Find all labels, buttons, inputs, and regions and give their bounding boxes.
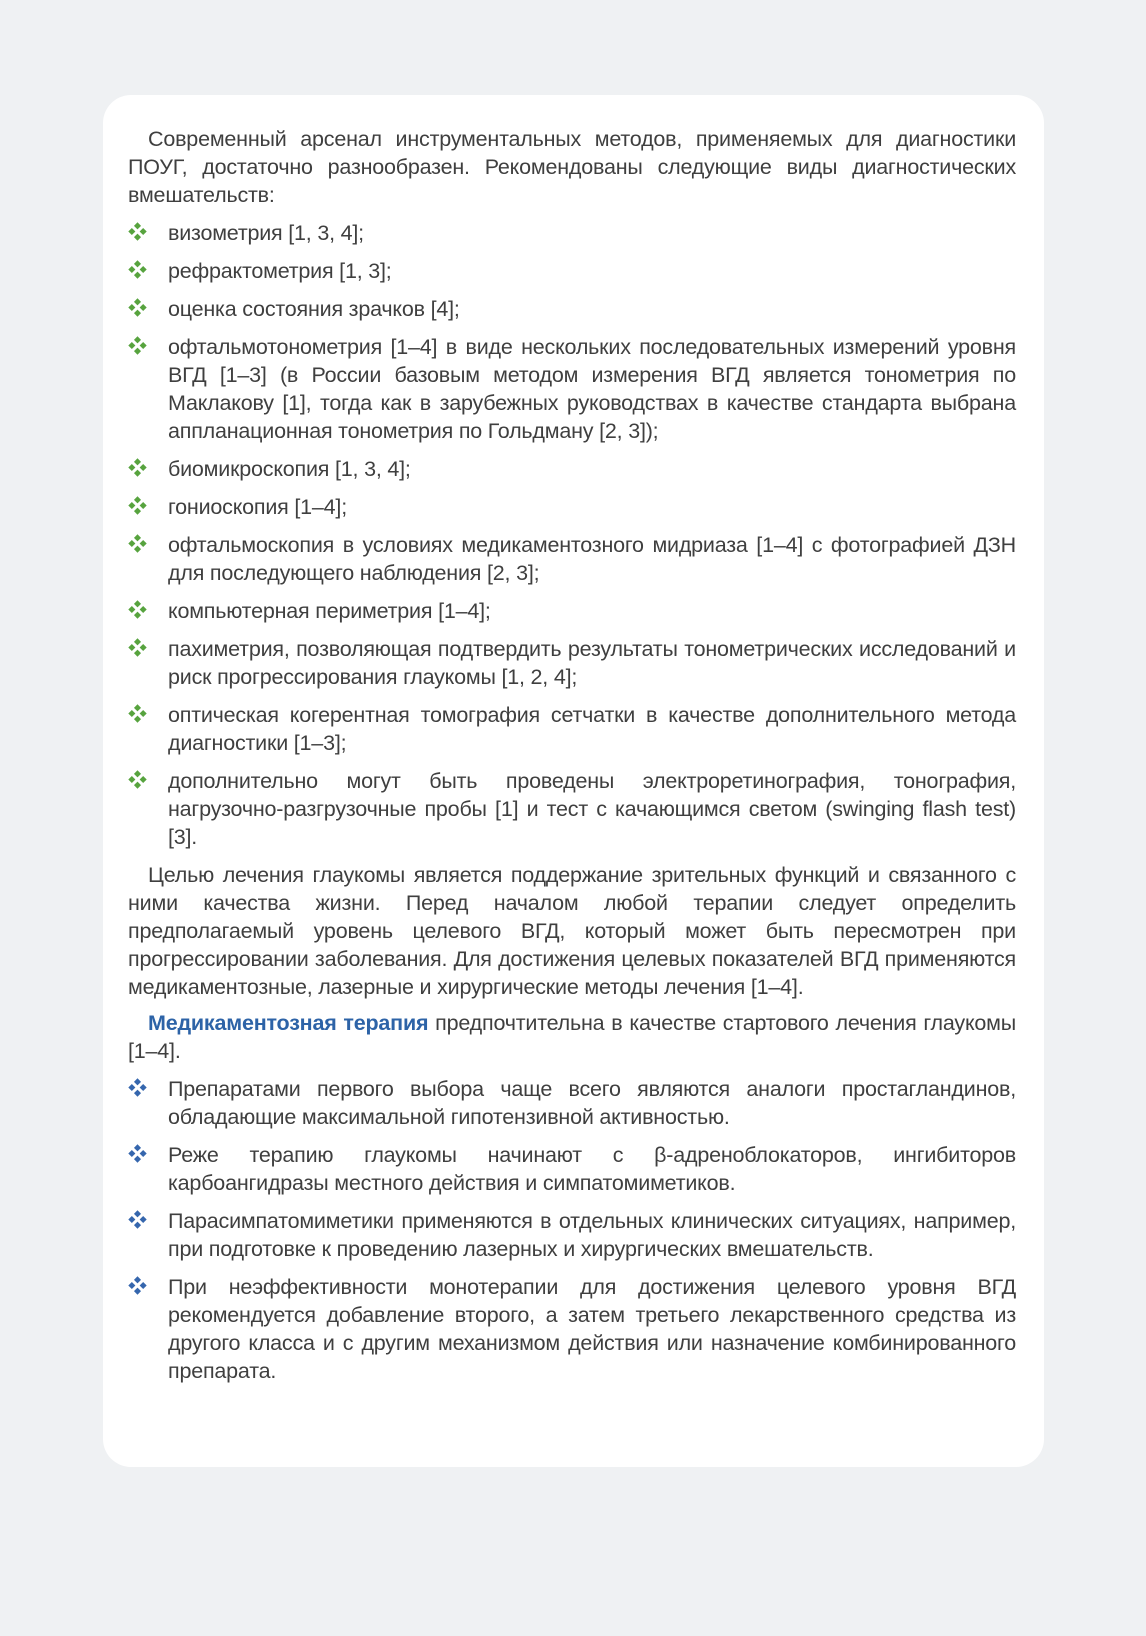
medication-paragraph-rest: предпочтительна в качестве стартового лечения глаукомы [1–4]. (128, 1011, 1016, 1063)
list-item (128, 767, 1016, 851)
document-card (103, 95, 1044, 1467)
list-item-text: офтальмоскопия в условиях медикаментозного мидриаза [1–4] с фотографией ДЗН для последующего наблюдения [2, 3]; (168, 533, 1016, 585)
diamond-bullet-icon (128, 701, 168, 720)
diamond-bullet-icon (128, 295, 168, 314)
list-item-text: рефрактометрия [1, 3]; (168, 259, 392, 283)
diamond-bullet-icon (128, 767, 168, 786)
list-item-text: офтальмотонометрия [1–4] в виде нескольких последовательных измерений уровня ВГД [1–3] (в России базовым методом измерения ВГД является тонометрия по Маклакову [1], тогда как в зарубежных руководствах в качестве стандарта выбрана аппланационная тонометрия по Гольдману [2, 3]); (168, 335, 1016, 443)
diamond-bullet-icon (128, 1273, 168, 1292)
diamond-bullet-icon (128, 493, 168, 512)
list-item (128, 333, 1016, 445)
list-item (128, 1075, 1016, 1131)
diamond-bullet-icon (128, 219, 168, 238)
list-item-text: визометрия [1, 3, 4]; (168, 221, 364, 245)
list-item (128, 701, 1016, 757)
treatment-goal-paragraph: Целью лечения глаукомы является поддержание зрительных функций и связанного с ними качества жизни. Перед началом любой терапии следует определить предполагаемый уровень целевого ВГД, который может быть пересмотрен при прогрессировании заболевания. Для достижения целевых показателей ВГД применяются медикаментозные, лазерные и хирургические методы лечения [1–4]. (128, 863, 1016, 999)
diamond-bullet-icon (128, 257, 168, 276)
list-item-text: биомикроскопия [1, 3, 4]; (168, 457, 411, 481)
list-item (128, 295, 1016, 323)
list-item (128, 531, 1016, 587)
list-item (128, 597, 1016, 625)
medication-paragraph (128, 1009, 1016, 1065)
list-item-text: оценка состояния зрачков [4]; (168, 297, 460, 321)
diamond-bullet-icon (128, 597, 168, 616)
list-item-text: оптическая когерентная томография сетчатки в качестве дополнительного метода диагностики [1–3]; (168, 703, 1016, 755)
list-item (128, 219, 1016, 247)
list-item-text: Реже терапию глаукомы начинают с β-адреноблокаторов, ингибиторов карбоангидразы местного действия и симпатомиметиков. (168, 1143, 1016, 1195)
diamond-bullet-icon (128, 1075, 168, 1094)
diagnostic-methods-list (128, 219, 1016, 851)
diamond-bullet-icon (128, 333, 168, 352)
list-item-text: При неэффективности монотерапии для достижения целевого уровня ВГД рекомендуется добавление второго, а затем третьего лекарственного средства из другого класса и с другим механизмом действия или назначение комбинированного препарата. (168, 1275, 1016, 1383)
list-item (128, 635, 1016, 691)
diamond-bullet-icon (128, 455, 168, 474)
list-item-text: гониоскопия [1–4]; (168, 495, 347, 519)
list-item (128, 1141, 1016, 1197)
list-item-text: Препаратами первого выбора чаще всего являются аналоги простагландинов, обладающие максимальной гипотензивной активностью. (168, 1077, 1016, 1129)
list-item-text: дополнительно могут быть проведены электроретинография, тонография, нагрузочно-разгрузочные пробы [1] и тест с качающимся светом (swinging flash test) [3]. (168, 769, 1016, 849)
intro-paragraph: Современный арсенал инструментальных методов, применяемых для диагностики ПОУГ, достаточно разнообразен. Рекомендованы следующие виды диагностических вмешательств: (128, 127, 1016, 207)
list-item (128, 455, 1016, 483)
diamond-bullet-icon (128, 635, 168, 654)
medication-therapy-list (128, 1075, 1016, 1385)
diamond-bullet-icon (128, 531, 168, 550)
diamond-bullet-icon (128, 1207, 168, 1226)
list-item (128, 493, 1016, 521)
list-item (128, 1207, 1016, 1263)
list-item-text: пахиметрия, позволяющая подтвердить результаты тонометрических исследований и риск прогрессирования глаукомы [1, 2, 4]; (168, 637, 1016, 689)
list-item-text: Парасимпатомиметики применяются в отдельных клинических ситуациях, например, при подготовке к проведению лазерных и хирургических вмешательств. (168, 1209, 1016, 1261)
diamond-bullet-icon (128, 1141, 168, 1160)
medication-therapy-heading: Медикаментозная терапия (148, 1011, 429, 1035)
list-item (128, 257, 1016, 285)
list-item-text: компьютерная периметрия [1–4]; (168, 599, 491, 623)
list-item (128, 1273, 1016, 1385)
